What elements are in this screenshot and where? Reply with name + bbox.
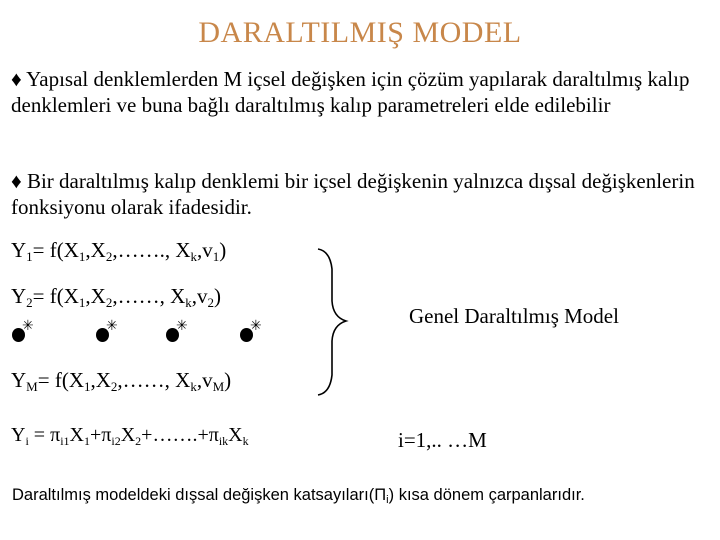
equation-y2: $Y_2=$ $f(X_1,X_2,\dots\dots$, $X_k,v_2$) xyxy=(11,284,222,310)
vertical-ellipsis-row xyxy=(10,318,280,348)
ellipsis-mark: ✳ xyxy=(10,322,36,348)
equation-y1: $Y_1=$ $f(X_1,X_2,\dots\dots$., $X_k,v_1$) xyxy=(11,238,227,264)
ellipsis-mark: ✳ xyxy=(164,322,190,348)
general-reduced-model-label: Genel Daraltılmış Model xyxy=(409,304,619,328)
ellipsis-mark: ✳ xyxy=(94,322,120,348)
right-brace xyxy=(316,247,356,397)
ellipsis-mark: ✳ xyxy=(238,322,264,348)
paragraph-1: ♦ Yapısal denklemlerden M içsel değişken için çözüm yapılarak daraltılmış kalıp denklemleri ve buna bağlı daraltılmış kalıp parametreleri elde edilebilir xyxy=(11,67,690,117)
reduced-form-equation: $Y_i$ = $\pi_{i1}X_1+\pi_{i2}X_2+\dots\dots.+\pi_{ik}X_k$ xyxy=(11,424,249,448)
footnote: Daraltılmış modeldeki dışsal değişken $katsayıları(\Pi_i)$ kısa dönem çarpanlarıdır. xyxy=(12,486,585,506)
equation-ym: $Y_M=$ $f(X_1,X_2,\dots\dots$, $X_k,v_M$) xyxy=(11,368,232,394)
index-range: i=1,.. …M xyxy=(398,428,487,452)
paragraph-2: ♦ Bir daraltılmış kalıp denklemi bir içsel değişkenin yalnızca dışsal değişkenlerin fonksiyonu olarak ifadesidir. xyxy=(11,169,695,219)
page-title: DARALTILMIŞ MODEL xyxy=(198,16,522,49)
